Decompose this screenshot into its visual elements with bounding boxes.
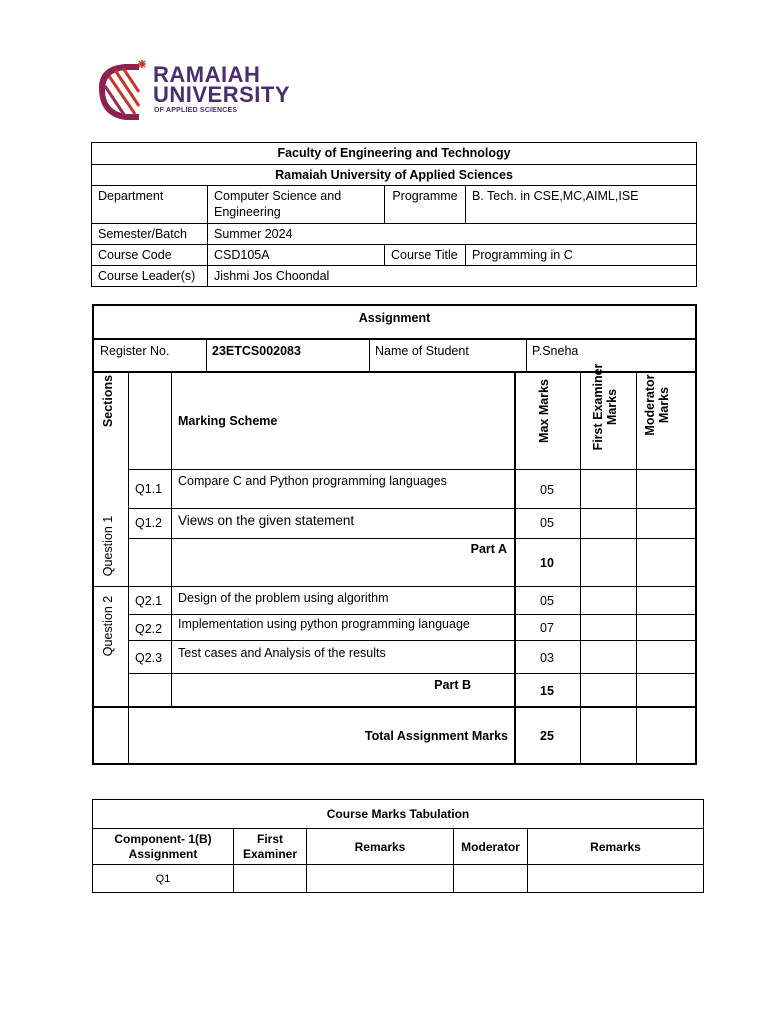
part-b-total: 15 — [540, 684, 554, 698]
semester-value: Summer 2024 — [208, 224, 697, 245]
logo-line-2: UNIVERSITY — [153, 82, 291, 107]
question-2-label: Question 2 — [101, 595, 115, 657]
course-info-table — [91, 142, 697, 287]
faculty-title: Faculty of Engineering and Technology — [92, 143, 697, 165]
department-label: Department — [92, 186, 208, 224]
remarks-header-2: Remarks — [528, 829, 704, 865]
university-title: Ramaiah University of Applied Sciences — [92, 165, 697, 186]
q2-3-max: 03 — [540, 651, 554, 665]
total-value: 25 — [540, 729, 554, 743]
register-value: 23ETCS002083 — [212, 344, 301, 358]
course-code-value: CSD105A — [208, 245, 385, 266]
q2-1-desc: Design of the problem using algorithm — [178, 591, 389, 605]
component-header: Component- 1(B) Assignment — [93, 829, 234, 865]
assignment-title: Assignment — [358, 311, 431, 325]
part-b-label: Part B — [434, 678, 471, 692]
course-code-label: Course Code — [92, 245, 208, 266]
total-label: Total Assignment Marks — [364, 729, 508, 743]
q2-1-max: 05 — [540, 594, 554, 608]
course-title-label: Course Title — [385, 245, 466, 266]
remarks-header-1: Remarks — [307, 829, 454, 865]
university-logo — [95, 58, 295, 122]
q1-1-desc: Compare C and Python programming languages — [178, 474, 447, 488]
sections-header: Sections — [101, 374, 115, 428]
logo-emblem-icon — [95, 58, 151, 122]
question-1-label: Question 1 — [101, 515, 115, 577]
moderator-header: Moderator — [454, 829, 528, 865]
logo-line-3: OF APPLIED SCIENCES — [154, 107, 238, 114]
row-q1-first-examiner[interactable] — [234, 865, 307, 893]
logo-line-1: RAMAIAH — [153, 62, 261, 87]
semester-label: Semester/Batch — [92, 224, 208, 245]
marking-scheme-header: Marking Scheme — [178, 414, 278, 428]
max-marks-header: Max Marks — [537, 379, 551, 443]
q1-2-desc: Views on the given statement — [178, 513, 355, 528]
course-title-value: Programming in C — [466, 245, 697, 266]
q2-1-id: Q2.1 — [135, 594, 163, 608]
course-leader-value: Jishmi Jos Choondal — [208, 266, 697, 287]
tabulation-title: Course Marks Tabulation — [93, 800, 704, 829]
q2-3-desc: Test cases and Analysis of the results — [178, 646, 386, 660]
student-name-label: Name of Student — [375, 344, 469, 358]
q2-2-id: Q2.2 — [135, 622, 163, 636]
assignment-block — [92, 304, 697, 765]
part-a-total: 10 — [540, 556, 554, 570]
part-a-label: Part A — [470, 542, 507, 556]
q1-2-max: 05 — [540, 516, 554, 530]
programme-value: B. Tech. in CSE,MC,AIML,ISE — [466, 186, 697, 224]
row-q1-remarks-1[interactable] — [307, 865, 454, 893]
first-examiner-header: First Examiner — [234, 829, 307, 865]
programme-label: Programme — [385, 186, 466, 224]
row-q1-moderator[interactable] — [454, 865, 528, 893]
row-q1-label: Q1 — [93, 865, 234, 893]
first-examiner-header: First Examiner Marks — [591, 363, 619, 451]
course-marks-tabulation — [92, 799, 704, 893]
row-q1-remarks-2[interactable] — [528, 865, 704, 893]
student-name-value: P.Sneha — [532, 344, 579, 358]
moderator-marks-header: Moderator Marks — [643, 374, 671, 436]
q1-2-id: Q1.2 — [135, 516, 163, 530]
q1-1-max: 05 — [540, 483, 554, 497]
department-value: Computer Science and Engineering — [208, 186, 385, 224]
q2-2-max: 07 — [540, 621, 554, 635]
q2-2-desc: Implementation using python programming language — [178, 617, 470, 631]
q1-1-id: Q1.1 — [135, 482, 163, 496]
register-label: Register No. — [100, 344, 170, 358]
q2-3-id: Q2.3 — [135, 651, 163, 665]
course-leader-label: Course Leader(s) — [92, 266, 208, 287]
